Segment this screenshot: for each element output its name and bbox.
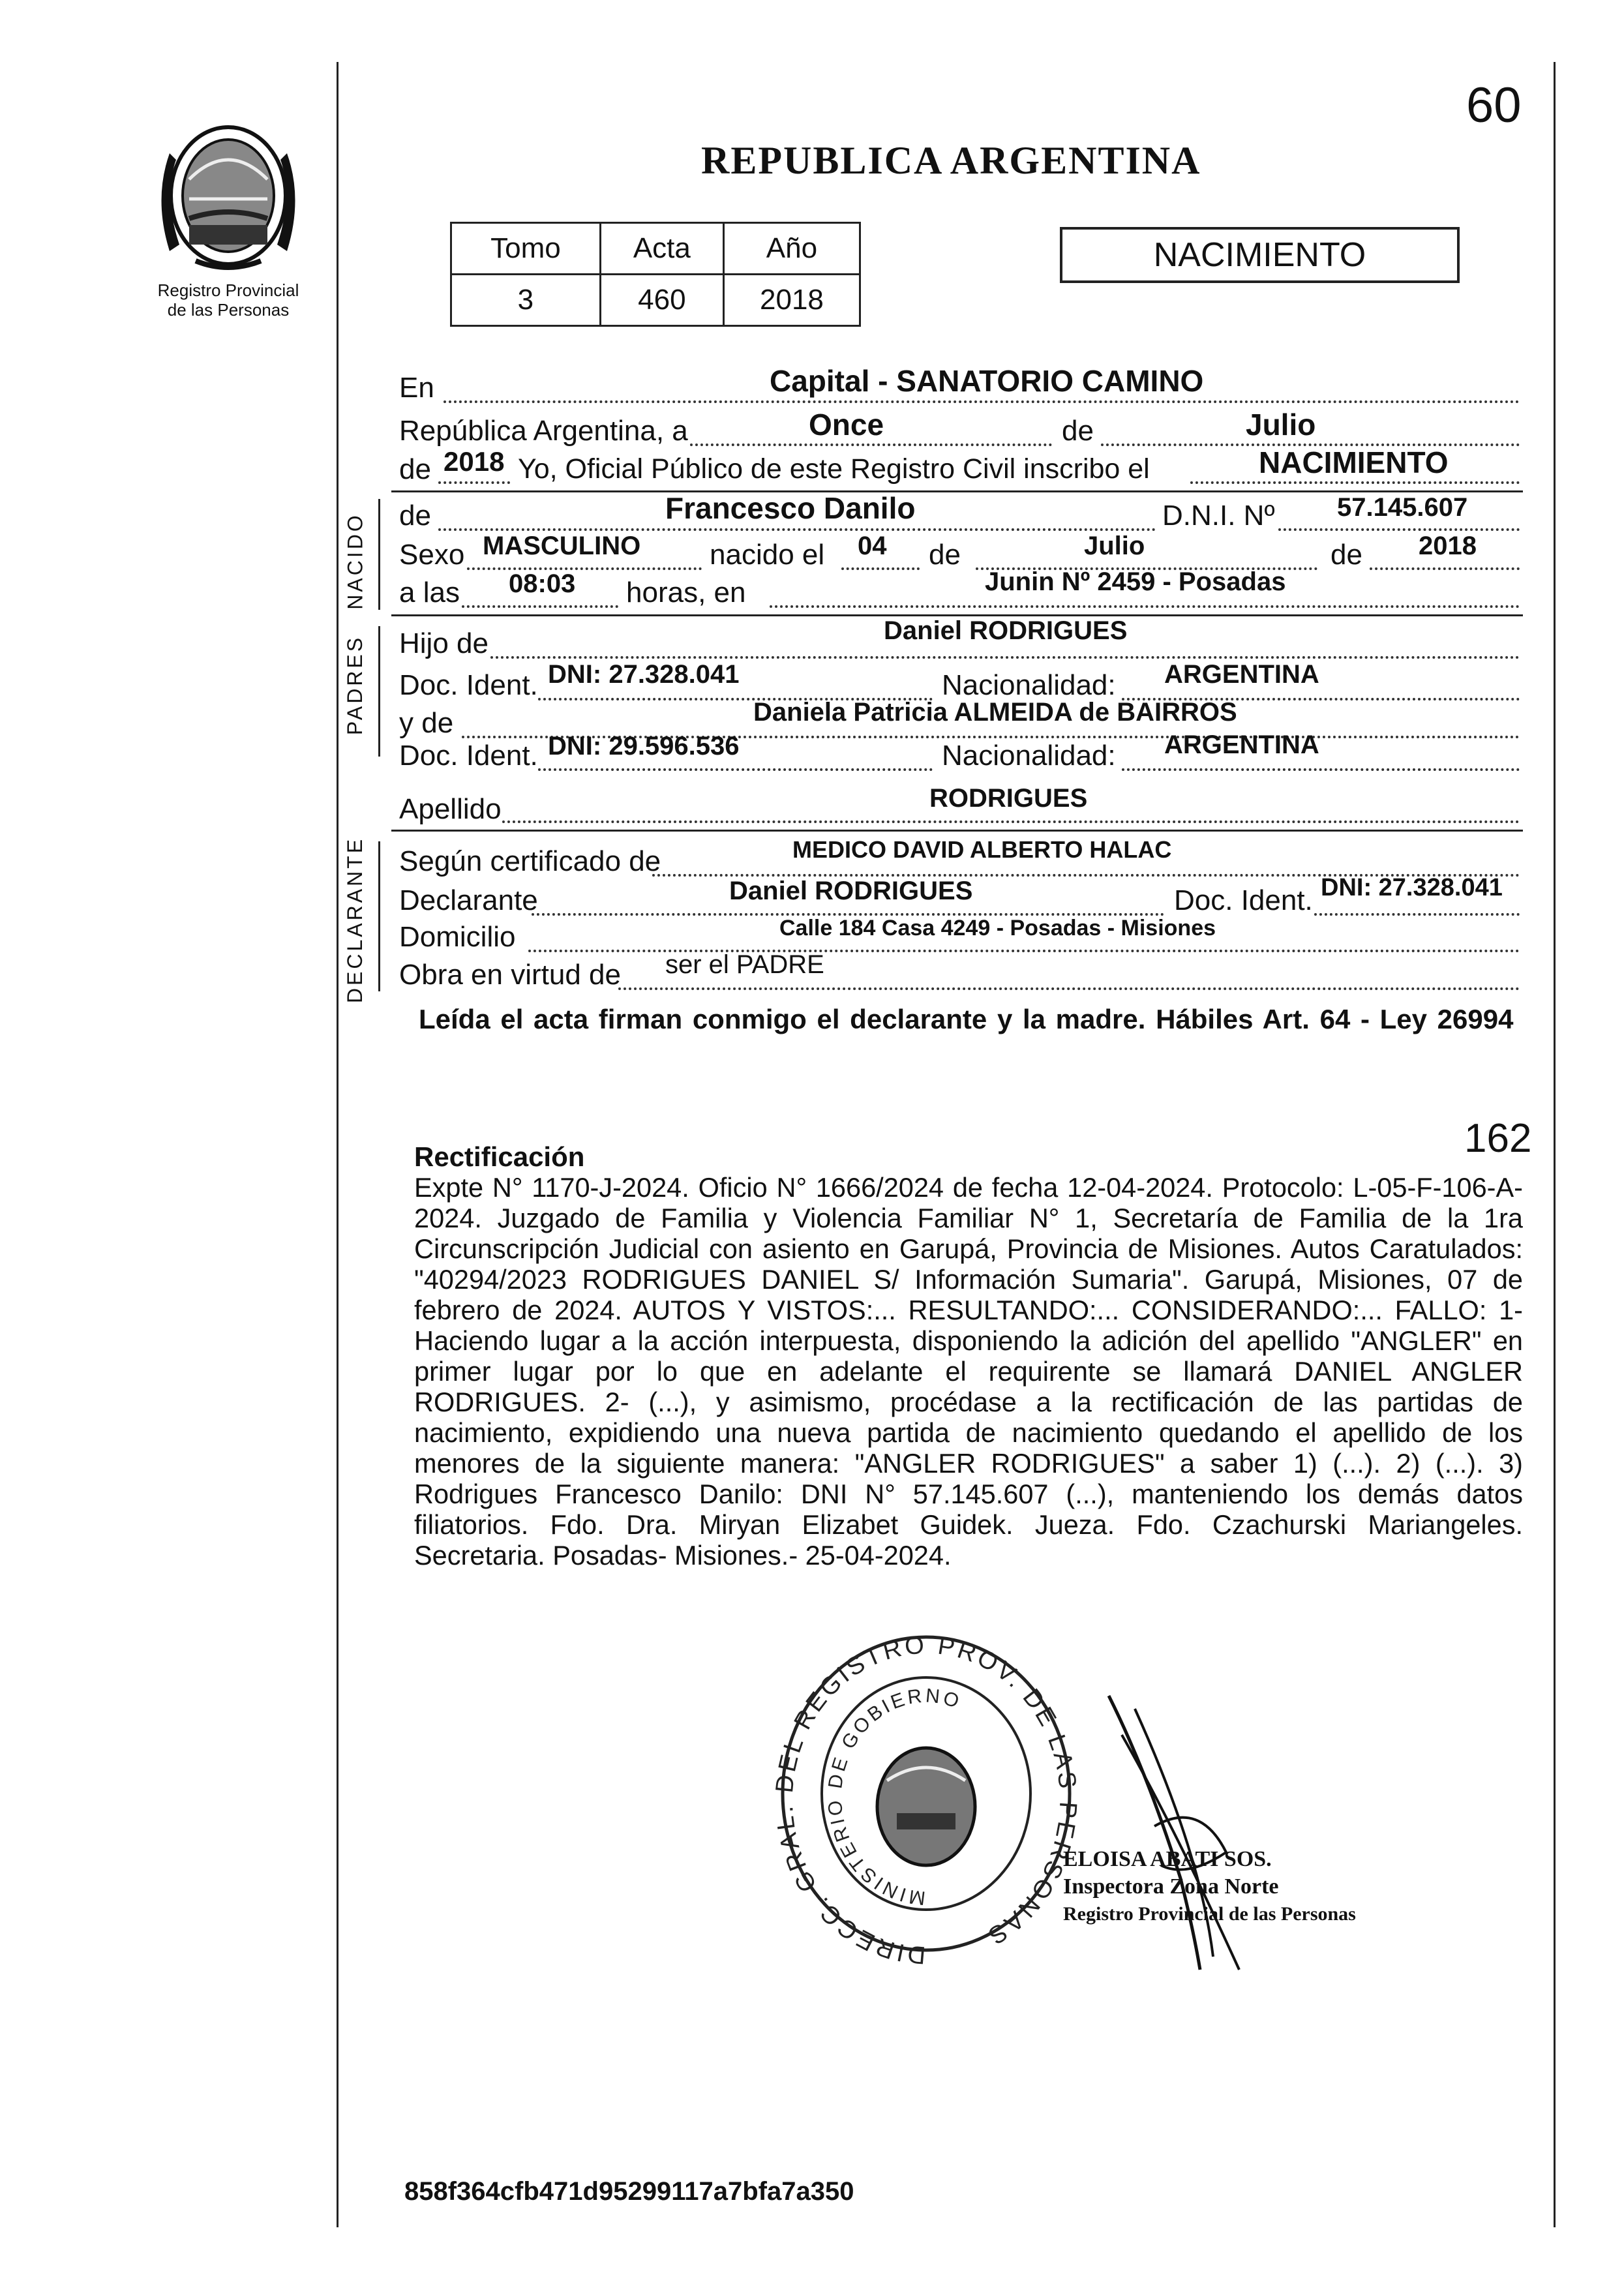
- de-label: de: [929, 539, 961, 571]
- doc-ident-label: Doc. Ident.: [399, 740, 538, 772]
- sexo-label: Sexo: [399, 539, 465, 571]
- dotline: [502, 820, 1520, 823]
- dotline: [462, 605, 618, 608]
- declarante-doc-value: DNI: 27.328.041: [1321, 874, 1503, 901]
- tomo-label: Tomo: [451, 223, 601, 275]
- lugar-value: Capital - SANATORIO CAMINO: [770, 364, 1204, 398]
- signature-stamp: ELOISA ABATI SOS. Inspectora Zona Norte Registro Provincial de las Personas: [1063, 1847, 1356, 1925]
- tomo-value: 3: [451, 275, 601, 326]
- official-round-stamp: [770, 1617, 1083, 1970]
- closing-statement: Leída el acta firman conmigo el declarante y la madre. Hábiles Art. 64 - Ley 26994: [419, 1004, 1514, 1034]
- rectificacion-number: 162: [1464, 1116, 1532, 1161]
- de-label: de: [1062, 415, 1094, 447]
- certificado-label: Según certificado de: [399, 845, 661, 877]
- hora-value: 08:03: [509, 569, 576, 598]
- stamp-outer-text: DIRECC. GRAL. DEL REGISTRO PROV. DE LAS PERSONAS: [770, 1631, 1082, 1969]
- record-type-box: [1060, 227, 1460, 283]
- dni-label: D.N.I. Nº: [1162, 500, 1275, 532]
- stamp-inner-text: MINISTERIO DE GOBIERNO: [824, 1685, 965, 1909]
- horas-en-label: horas, en: [626, 577, 746, 609]
- de-label: de: [399, 500, 431, 532]
- signature: [1070, 1683, 1331, 1983]
- declarante-label: Declarante: [399, 884, 538, 916]
- hijo-de-label: Hijo de: [399, 627, 489, 659]
- nacido-el-label: nacido el: [710, 539, 825, 571]
- en-label: En: [399, 372, 434, 404]
- obra-value: ser el PADRE: [665, 950, 824, 979]
- dni-value: 57.145.607: [1337, 493, 1468, 522]
- madre-doc-value: DNI: 29.596.536: [548, 732, 740, 760]
- document-hash: 858f364cfb471d95299117a7bfa7a350: [404, 2177, 854, 2206]
- dotline: [1370, 567, 1520, 570]
- side-label-declarante: DECLARANTE: [343, 836, 367, 1003]
- dia-value: Once: [809, 408, 884, 442]
- y-de-label: y de: [399, 707, 454, 739]
- rectificacion-title: Rectificación: [414, 1141, 585, 1172]
- dotline: [1122, 768, 1520, 771]
- declarante-value: Daniel RODRIGUES: [729, 877, 973, 905]
- acta-value: 460: [600, 275, 723, 326]
- dotline: [438, 481, 510, 484]
- divider: [391, 830, 1523, 832]
- domicilio-label: Domicilio: [399, 921, 516, 953]
- mes-value: Julio: [1246, 408, 1316, 442]
- sexo-value: MASCULINO: [483, 532, 641, 560]
- side-label-nacido: NACIDO: [343, 512, 367, 610]
- padre-value: Daniel RODRIGUES: [884, 616, 1128, 645]
- dotline: [841, 567, 920, 570]
- oficial-text: Yo, Oficial Público de este Registro Civil inscribo el: [518, 453, 1150, 485]
- rectificacion-text: Expte N° 1170-J-2024. Oficio N° 1666/2024 de fecha 12-04-2024. Protocolo: L-05-F-106-A-2024. Juzgado de Familia y Violencia Familiar N° 1, Secretaría de Familia de la 1ra Circunscripción Judicial con asiento en Garupá, Provincia de Misiones. Autos Caratulados: "40294/2023 RODRIGUES DANIEL S/ Información Sumaria". Garupá, Misiones, 07 de febrero de 2024. AUTOS Y VISTOS:... RESULTANDO:... CONSIDERANDO:... FALLO: 1- Haciendo lugar a la acción interpuesta, disponiendo la adición del apellido "ANGLER" en primer lugar por lo que en adelante el requirente se llamará DANIEL ANGLER RODRIGUES. 2- (...), y asimismo, procédase a la rectificación de las partidas de nacimiento, expidiendo una nueva partida de nacimiento quedando el apellido de los menores de la siguiente manera: "ANGLER RODRIGUES" a saber 1) (...). 2) (...). 3) Rodrigues Francesco Danilo: DNI N° 57.145.607 (...), manteniendo los demás datos filiatorios. Fdo. Dra. Miryan Elizabet Guidek. Jueza. Fdo. Czachurski Mariangeles. Secretaria. Posadas- Misiones.- 25-04-2024.: [414, 1172, 1523, 1571]
- doc-ident-label: Doc. Ident.: [1174, 884, 1313, 916]
- madre-value: Daniela Patricia ALMEIDA de BAIRROS: [753, 698, 1237, 727]
- ano-label: Año: [723, 223, 860, 275]
- nombre-value: Francesco Danilo: [665, 491, 916, 525]
- nac-mes-value: Julio: [1084, 532, 1145, 560]
- dotline: [1190, 481, 1520, 484]
- record-type: NACIMIENTO: [1153, 236, 1366, 274]
- registry-name: Registro Provincial de las Personas: [157, 280, 299, 320]
- anio-value: 2018: [444, 446, 505, 477]
- bracket-padres: [378, 626, 380, 757]
- divider: [391, 490, 1523, 492]
- dotline: [444, 400, 1520, 403]
- dotline: [770, 605, 1520, 608]
- left-margin-line: [337, 62, 338, 2227]
- dotline: [1278, 528, 1520, 531]
- padre-nac-value: ARGENTINA: [1164, 660, 1319, 689]
- page-number: 60: [1466, 78, 1522, 133]
- domicilio-nac-value: Junin Nº 2459 - Posadas: [985, 567, 1286, 596]
- padre-doc-value: DNI: 27.328.041: [548, 660, 740, 689]
- apellido-value: RODRIGUES: [929, 784, 1088, 813]
- province-seal: [150, 114, 307, 277]
- acta-label: Acta: [600, 223, 723, 275]
- right-margin-line: [1554, 62, 1556, 2227]
- nacionalidad-label: Nacionalidad:: [942, 740, 1116, 772]
- de-label: de: [399, 453, 431, 485]
- madre-nac-value: ARGENTINA: [1164, 730, 1319, 759]
- apellido-label: Apellido: [399, 793, 502, 825]
- doc-ident-label: Doc. Ident.: [399, 669, 538, 701]
- inscribo-value: NACIMIENTO: [1259, 445, 1449, 479]
- dotline: [467, 567, 702, 570]
- dotline: [690, 444, 1052, 446]
- dotline: [538, 768, 933, 771]
- ano-value: 2018: [723, 275, 860, 326]
- obra-label: Obra en virtud de: [399, 959, 621, 991]
- de-label: de: [1331, 539, 1362, 571]
- dotline: [618, 987, 1520, 990]
- bracket-nacido: [378, 499, 380, 610]
- tomo-acta-table: [450, 222, 861, 327]
- nacionalidad-label: Nacionalidad:: [942, 669, 1116, 701]
- bracket-declarante: [378, 841, 380, 991]
- certificado-value: MEDICO DAVID ALBERTO HALAC: [792, 836, 1172, 863]
- dotline: [1314, 913, 1520, 916]
- side-label-padres: PADRES: [343, 635, 367, 735]
- nac-dia-value: 04: [858, 532, 887, 560]
- republica-label: República Argentina, a: [399, 415, 688, 447]
- domicilio-value: Calle 184 Casa 4249 - Posadas - Misiones: [779, 916, 1216, 940]
- document-title: REPUBLICA ARGENTINA: [701, 139, 1201, 182]
- dotline: [490, 656, 1520, 659]
- nac-anio-value: 2018: [1419, 532, 1477, 560]
- dotline: [438, 528, 1156, 531]
- a-las-label: a las: [399, 577, 460, 609]
